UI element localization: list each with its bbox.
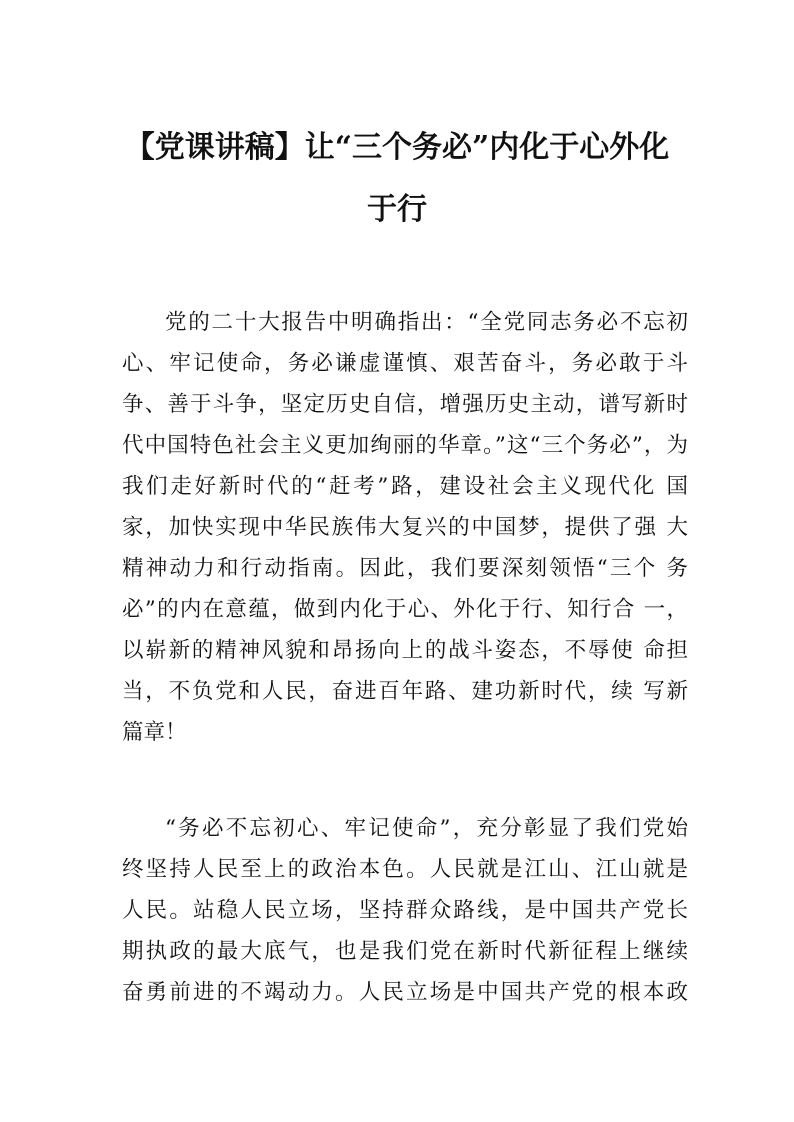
paragraph-line: 篇章！	[122, 720, 187, 745]
paragraph-line: 当，不负党和人民，奋进百年路、建功新时代，续 写新	[122, 679, 688, 704]
paragraph-line: 我们走好新时代的“赶考”路，建设社会主义现代化 国	[122, 474, 688, 499]
paragraph-line: 党的二十大报告中明确指出：“全党同志务必不忘初	[165, 310, 688, 335]
paragraph-line: “务必不忘初心、牢记使命”，充分彰显了我们党始	[165, 816, 688, 841]
paragraph-line: 人民。站稳人民立场，坚持群众路线，是中国共产党长	[122, 898, 688, 923]
paragraph-line: 家，加快实现中华民族伟大复兴的中国梦，提供了强 大	[122, 515, 688, 540]
paragraph-line: 心、牢记使命，务必谦虚谨慎、艰苦奋斗，务必敢于斗	[122, 351, 688, 376]
paragraph-line: 争、善于斗争，坚定历史自信，增强历史主动，谱写新时	[122, 392, 688, 417]
paragraph-line: 代中国特色社会主义更加绚丽的华章。”这“三个务必”，为	[122, 433, 688, 458]
document-title-line-2: 于行	[367, 192, 427, 227]
paragraph-line: 期执政的最大底气，也是我们党在新时代新征程上继续	[122, 939, 688, 964]
paragraph-line: 终坚持人民至上的政治本色。人民就是江山、江山就是	[122, 857, 688, 882]
paragraph-line: 奋勇前进的不竭动力。人民立场是中国共产党的根本政	[122, 980, 688, 1005]
paragraph-line: 以崭新的精神风貌和昂扬向上的战斗姿态，不辱使 命担	[122, 638, 688, 663]
document-title-line-1: 【党课讲稿】让“三个务必”内化于心外化	[124, 130, 670, 165]
paragraph-line: 精神动力和行动指南。因此，我们要深刻领悟“三个 务	[122, 556, 688, 581]
paragraph-line: 必”的内在意蕴，做到内化于心、外化于行、知行合 一，	[122, 597, 688, 622]
